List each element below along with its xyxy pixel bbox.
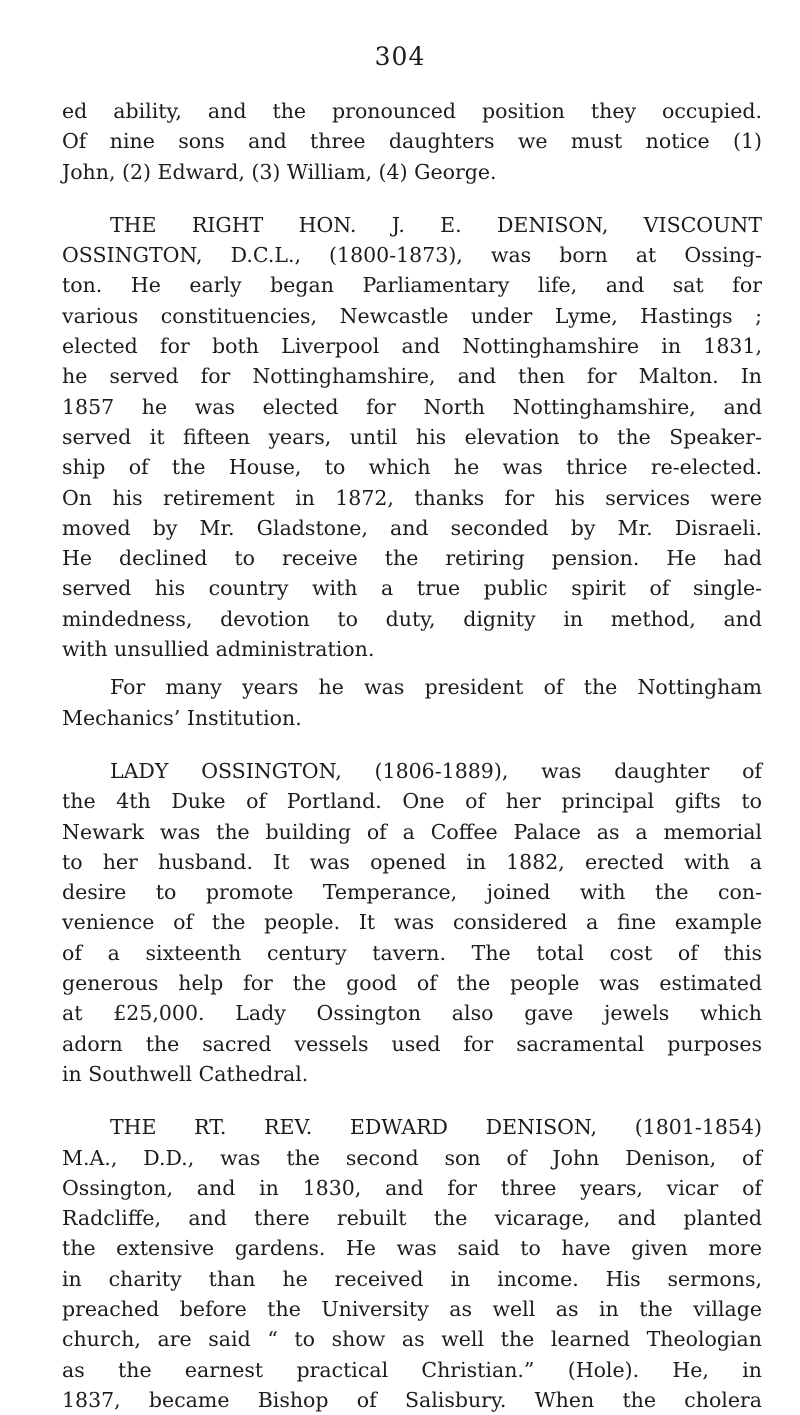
text-line: adorn the sacred vessels used for sacramental purposes	[62, 1031, 762, 1056]
text-line: he served for Nottinghamshire, and then for Malton. In	[62, 364, 762, 389]
paragraph-viscount-ossington	[62, 210, 762, 664]
body-text	[62, 96, 762, 1415]
text-line: 1857 he was elected for North Nottinghamshire, and	[62, 394, 762, 419]
text-line: of a sixteenth century tavern. The total cost of this	[62, 940, 762, 965]
text-line: He declined to receive the retiring pension. He had	[62, 546, 762, 571]
text-line: THE RT. REV. EDWARD DENISON, (1801-1854)	[110, 1115, 762, 1140]
text-line: elected for both Liverpool and Nottinghamshire in 1831,	[62, 334, 762, 359]
text-line: as the earnest practical Christian.” (Hole). He, in	[62, 1357, 762, 1382]
text-line: THE RIGHT HON. J. E. DENISON, VISCOUNT	[110, 212, 762, 237]
text-line: For many years he was president of the Nottingham	[110, 675, 762, 700]
text-line: at £25,000. Lady Ossington also gave jewels which	[62, 1001, 762, 1026]
text-line: John, (2) Edward, (3) William, (4) George.	[62, 159, 497, 184]
text-line: with unsullied administration.	[62, 637, 375, 662]
text-line: M.A., D.D., was the second son of John Denison, of	[62, 1145, 762, 1170]
text-line: Radcliffe, and there rebuilt the vicarage, and planted	[62, 1206, 762, 1231]
text-line: various constituencies, Newcastle under Lyme, Hastings ;	[62, 303, 762, 328]
text-line: church, are said “ to show as well the learned Theologian	[62, 1327, 762, 1352]
text-line: mindedness, devotion to duty, dignity in method, and	[62, 606, 762, 631]
text-line: On his retirement in 1872, thanks for his services were	[62, 485, 762, 510]
text-line: served it fifteen years, until his elevation to the Speaker-	[62, 424, 762, 449]
text-line: moved by Mr. Gladstone, and seconded by Mr. Disraeli.	[62, 515, 762, 540]
text-line: OSSINGTON, D.C.L., (1800-1873), was born at Ossing-	[62, 243, 762, 268]
text-line: served his country with a true public spirit of single-	[62, 576, 762, 601]
text-line: Mechanics’ Institution.	[62, 705, 302, 730]
page-number: 304	[374, 42, 426, 71]
text-line: in Southwell Cathedral.	[62, 1061, 309, 1086]
paragraph-edward-denison	[62, 1112, 762, 1415]
text-line: Ossington, and in 1830, and for three years, vicar of	[62, 1175, 762, 1200]
text-line: ed ability, and the pronounced position they occupied.	[62, 99, 762, 123]
text-line: 1837, became Bishop of Salisbury. When the cholera	[62, 1387, 762, 1412]
text-line: desire to promote Temperance, joined with the con-	[62, 880, 762, 905]
text-line: LADY OSSINGTON, (1806-1889), was daughter of	[110, 758, 762, 783]
paragraph-intro	[62, 96, 762, 187]
text-line: in charity than he received in income. His sermons,	[62, 1266, 762, 1291]
text-line: the 4th Duke of Portland. One of her principal gifts to	[62, 789, 762, 814]
text-line: ship of the House, to which he was thrice re-elected.	[62, 455, 762, 480]
text-line: Of nine sons and three daughters we must notice (1)	[62, 129, 762, 154]
text-line: to her husband. It was opened in 1882, erected with a	[62, 849, 762, 874]
text-line: ton. He early began Parliamentary life, and sat for	[62, 273, 762, 298]
text-line: venience of the people. It was considered a fine example	[62, 910, 762, 935]
paragraph-lady-ossington	[62, 756, 762, 1089]
text-line: generous help for the good of the people was estimated	[62, 971, 762, 996]
text-line: the extensive gardens. He was said to have given more	[62, 1236, 762, 1261]
text-line: preached before the University as well as in the village	[62, 1296, 762, 1321]
paragraph-mechanics-institution	[62, 672, 762, 733]
text-line: Newark was the building of a Coffee Palace as a memorial	[62, 819, 762, 844]
